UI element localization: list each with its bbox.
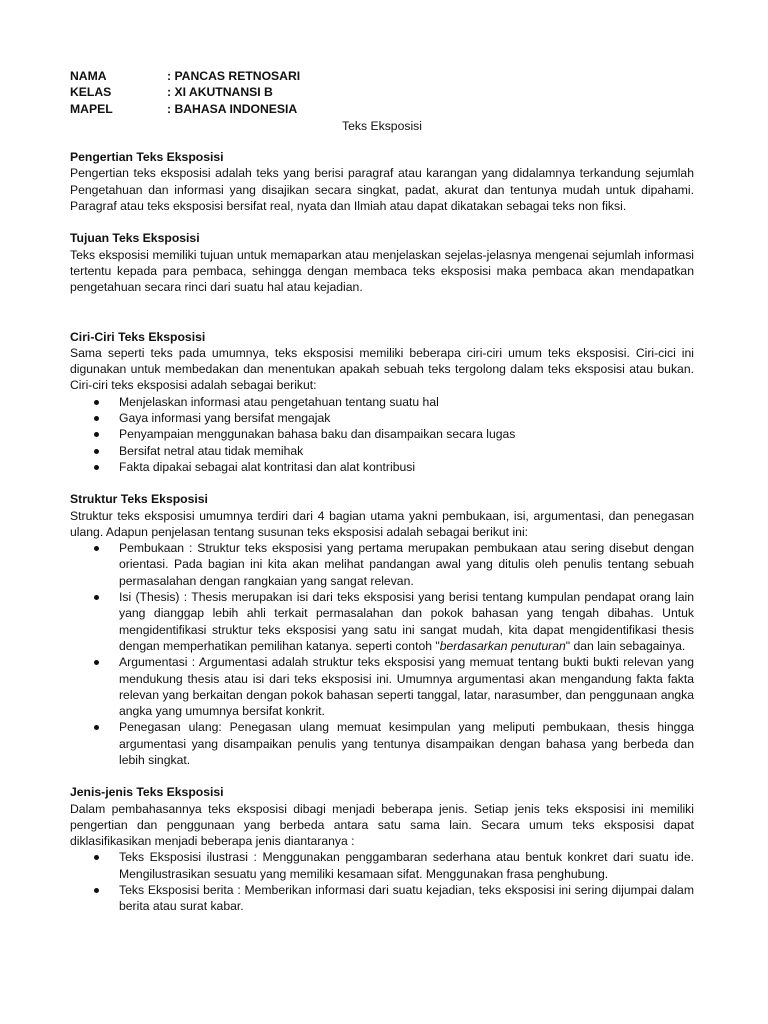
section-heading-ciri: Ciri-Ciri Teks Eksposisi [70, 329, 206, 344]
identity-row-mapel [70, 101, 694, 117]
list-item: Argumentasi : Argumentasi adalah struktur teks eksposisi yang memuat tentang bukti bukti relevan yang mendukung thesis atau isi dari teks eksposisi ini. Umumnya argumentasi akan mengandung fakta fakta relevan yang berkaitan dengan pokok bahasan seperti tanggal, latar, narasumber, dan penggunaan angka angka yang umumnya bersifat konkrit. [70, 654, 694, 719]
bullet-icon [94, 888, 99, 893]
list-item: Fakta dipakai sebagai alat kontritasi dan alat kontribusi [70, 459, 694, 475]
bullet-icon [94, 546, 99, 551]
bullet-icon [94, 465, 99, 470]
list-ciri [70, 394, 694, 475]
list-item: Teks Eksposisi ilustrasi : Menggunakan penggambaran sederhana atau bentuk konkret dari suatu ide. Mengilustrasikan sesuatu yang memiliki kesamaan sifat. Menggunakan frasa penghubung. [70, 849, 694, 882]
identity-row-nama [70, 68, 694, 84]
list-item: Menjelaskan informasi atau pengetahuan tentang suatu hal [70, 394, 694, 410]
bullet-icon [94, 432, 99, 437]
section-heading-struktur: Struktur Teks Eksposisi [70, 492, 208, 507]
list-item: Pembukaan : Struktur teks eksposisi yang pertama merupakan pembukaan atau sering disebut dengan orientasi. Pada bagian ini kita akan melihat pandangan awal yang ditulis oleh penulis tentang sebuah permasalahan dengan rangkaian yang sangat relevan. [70, 540, 694, 589]
identity-value: : BAHASA INDONESIA [167, 101, 298, 116]
list-item: Penyampaian menggunakan bahasa baku dan disampaikan secara lugas [70, 426, 694, 442]
document-title: Teks Eksposisi [342, 118, 422, 133]
list-item: Penegasan ulang: Penegasan ulang memuat kesimpulan yang meliputi pembukaan, thesis hingga argumentasi yang disampaikan penulis yang tentunya disampaikan dengan bahasa yang berbeda dan lebih singkat. [70, 719, 694, 768]
bullet-icon [94, 416, 99, 421]
section-heading-jenis: Jenis-jenis Teks Eksposisi [70, 785, 224, 800]
section-heading-tujuan: Tujuan Teks Eksposisi [70, 231, 200, 246]
italic-phrase: berdasarkan penuturan [439, 638, 566, 653]
paragraph-struktur: Struktur teks eksposisi umumnya terdiri dari 4 bagian utama yakni pembukaan, isi, argumentasi, dan penegasan ulang. Adapun penjelasan tentang susunan teks eksposisi adalah sebagai berikut ini: [70, 508, 694, 539]
bullet-icon [94, 725, 99, 730]
paragraph-jenis: Dalam pembahasannya teks eksposisi dibagi menjadi beberapa jenis. Setiap jenis teks eksposisi ini memiliki pengertian dan penggunaan yang berbeda antara satu sama lain. Secara umum teks eksposisi dapat diklasifikasikan menjadi beberapa jenis diantaranya : [70, 801, 694, 849]
paragraph-ciri: Sama seperti teks pada umumnya, teks eksposisi memiliki beberapa ciri-ciri umum teks eksposisi. Ciri-cici ini digunakan untuk membedakan dan menentukan apakah sebuah teks tergolong dalam teks eksposisi atau bukan. Ciri-ciri teks eksposisi adalah sebagai berikut: [70, 345, 694, 393]
identity-value: : XI AKUTNANSI B [167, 85, 273, 100]
bullet-icon [94, 855, 99, 860]
identity-key: KELAS [70, 85, 112, 100]
identity-row-kelas [70, 84, 694, 100]
identity-key: NAMA [70, 69, 107, 83]
list-item: Isi (Thesis) : Thesis merupakan isi dari teks eksposisi yang berisi tentang kumpulan pendapat orang lain yang dianggap lebih ahli terkait permasalahan dan pokok bahasan yang tengah dibahas. Untuk mengidentifikasi struktur teks eksposisi yang satu ini sangat mudah, kita dapat mengidentifikasi thesis dengan memperhatikan pemilihan katanya. seperti contoh "berdasarkan penuturan" dan lain sebagainya. [70, 589, 694, 654]
list-jenis [70, 849, 694, 914]
bullet-icon [94, 449, 99, 454]
identity-value: : PANCAS RETNOSARI [167, 69, 301, 83]
identity-key: MAPEL [70, 101, 113, 116]
bullet-icon [94, 595, 99, 600]
list-item: Bersifat netral atau tidak memihak [70, 443, 694, 459]
list-item: Teks Eksposisi berita : Memberikan informasi dari suatu kejadian, teks eksposisi ini sering dijumpai dalam berita atau surat kabar. [70, 882, 694, 915]
paragraph-tujuan: Teks eksposisi memiliki tujuan untuk memaparkan atau menjelaskan sejelas-jelasnya mengenai sejumlah informasi tertentu kepada para pembaca, sehingga dengan membaca teks eksposisi maka pembaca akan mendapatkan pengetahuan secara rinci dari suatu hal atau kejadian. [70, 247, 694, 295]
document-page [70, 68, 694, 915]
paragraph-pengertian: Pengertian teks eksposisi adalah teks yang berisi paragraf atau karangan yang didalamnya terkandung sejumlah Pengetahuan dan informasi yang disajikan secara singkat, padat, akurat dan tentunya mudah untuk dipahami. Paragraf atau teks eksposisi bersifat real, nyata dan Ilmiah atau dapat dikatakan sebagai teks non fiksi. [70, 166, 694, 214]
list-struktur [70, 540, 694, 768]
bullet-icon [94, 400, 99, 405]
list-item: Gaya informasi yang bersifat mengajak [70, 410, 694, 426]
bullet-icon [94, 660, 99, 665]
section-heading-pengertian: Pengertian Teks Eksposisi [70, 150, 224, 165]
